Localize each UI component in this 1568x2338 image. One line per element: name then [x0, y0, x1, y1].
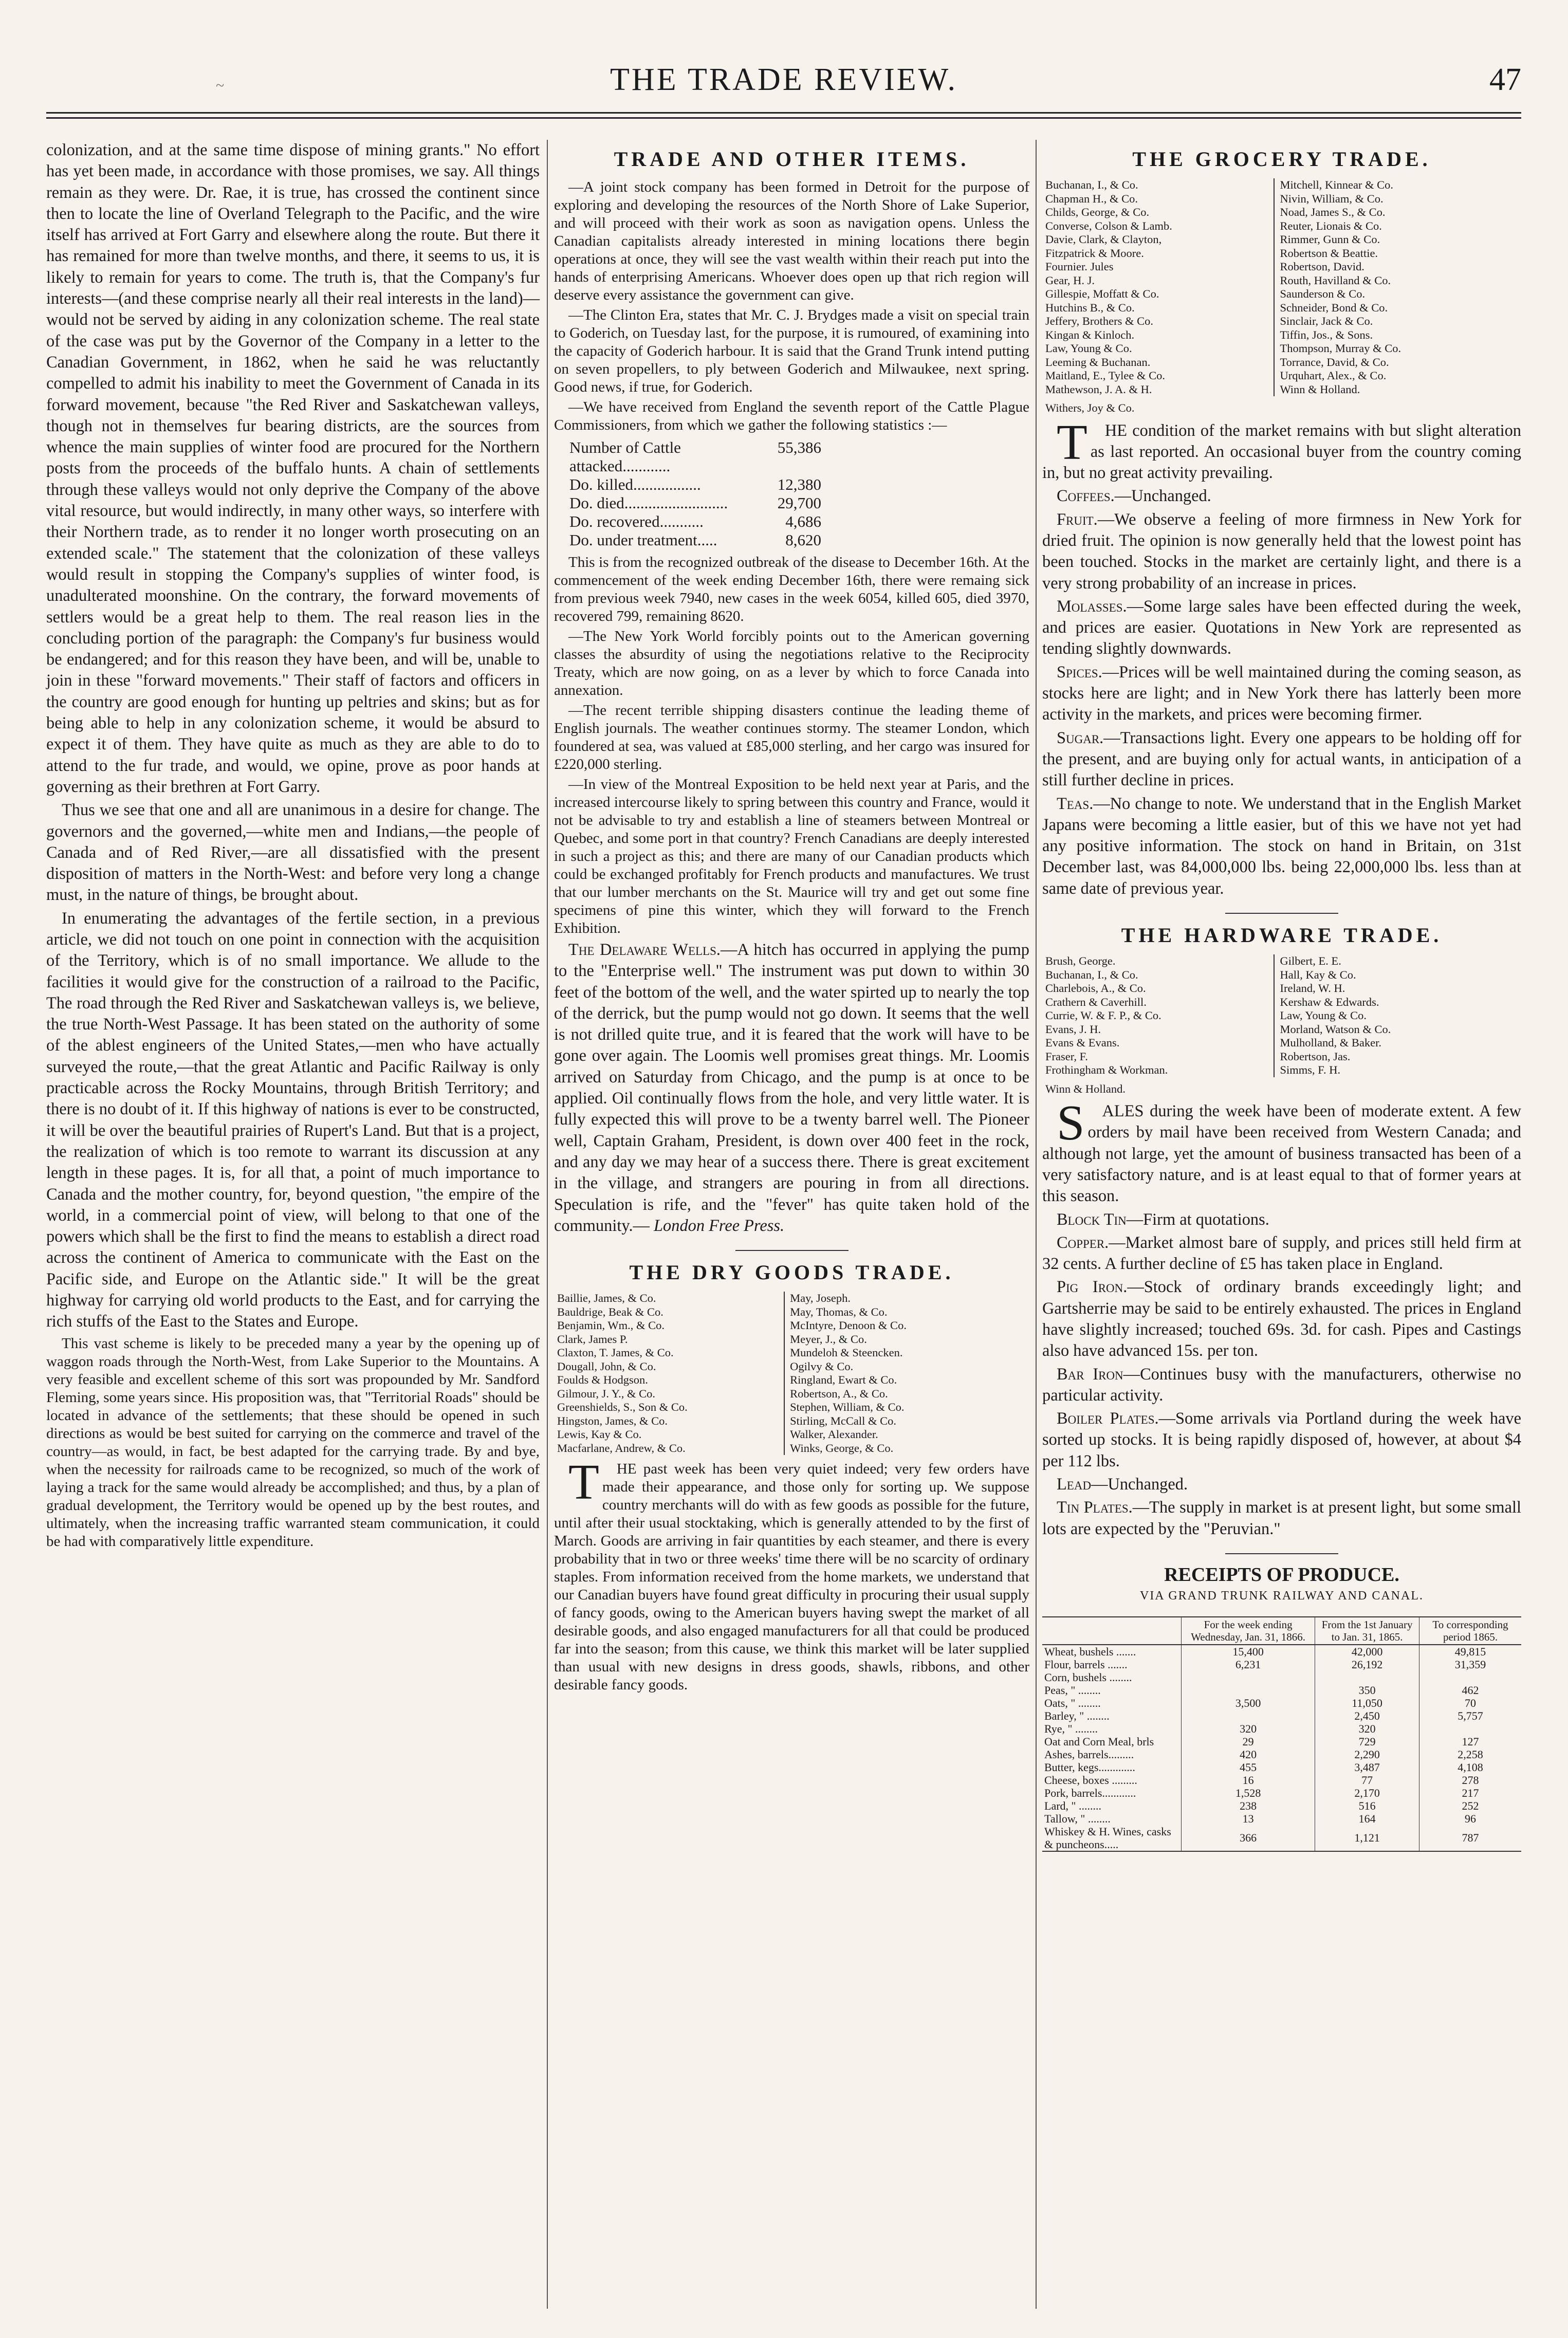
- table-cell: 787: [1419, 1825, 1521, 1851]
- market-item: [1042, 1209, 1521, 1230]
- dry-goods-report: T HE past week has been very quiet indeed; very few orders have made their appearance, and those only for sorting up. We suppose country merchants will do with as few goods as possible for the future, until after their usual stocktaking, which is generally attended to by the first of March. Goods are arriving in fair quantities by each steamer, and there is every probability that in two or three weeks' time there will be no scarcity of ordinary staples. From information received from the home markets, we understand that our Canadian buyers have found great difficulty in procuring their usual supply of fancy goods, owing to the American buyers having swept the market of all desirable goods, and also engaged manufacturers for all that could be produced far into the season; from this cause, we think this market will be later supplied than usual with new designs in dress goods, shawls, ribbons, and other desirable fancy goods.: [554, 1455, 1029, 1693]
- firm-name: Robertson, A., & Co.: [790, 1387, 888, 1400]
- dry-goods-firm-list: [557, 1292, 1029, 1455]
- firm-name: Stirling, McCall & Co.: [790, 1414, 896, 1427]
- column-3: [1042, 140, 1521, 1852]
- section-separator: [1225, 913, 1338, 914]
- market-item-text: —Market almost bare of supply, and prices still held firm at 32 cents. A further decline of £5 has taken place in England.: [1042, 1233, 1521, 1274]
- table-cell: Pork, barrels............: [1044, 1786, 1136, 1799]
- firm-name: Thompson, Murray & Co.: [1280, 342, 1401, 355]
- stat-row: Do. killed................. 12,380: [569, 475, 821, 493]
- market-item-label: Tin Plates.: [1057, 1498, 1133, 1517]
- column-1: [46, 140, 540, 1553]
- table-cell: [1315, 1671, 1419, 1684]
- firm-name: Hall, Kay & Co.: [1280, 968, 1356, 981]
- firm-name: Gillespie, Moffatt & Co.: [1045, 287, 1159, 300]
- firm-name: Noad, James S., & Co.: [1280, 206, 1386, 218]
- table-cell: Rye, " ........: [1044, 1722, 1098, 1735]
- table-row: [1042, 1748, 1521, 1761]
- section-title-dry-goods: THE DRY GOODS TRADE.: [629, 1261, 954, 1284]
- table-cell: 462: [1419, 1684, 1521, 1697]
- grocery-firm-footer: Withers, Joy & Co.: [1045, 401, 1135, 414]
- market-item-label: Pig Iron.: [1057, 1278, 1128, 1297]
- firm-name: Leeming & Buchanan.: [1045, 355, 1151, 369]
- firm-name: Stephen, William, & Co.: [790, 1401, 905, 1414]
- section-title-receipts: RECEIPTS OF PRODUCE.: [1164, 1563, 1399, 1586]
- market-item-text: —Unchanged.: [1091, 1475, 1188, 1494]
- firm-name: Claxton, T. James, & Co.: [557, 1346, 674, 1359]
- table-cell: 49,815: [1419, 1645, 1521, 1658]
- firm-name: Buchanan, I., & Co.: [1045, 968, 1138, 981]
- market-item-text: —Some arrivals via Portland during the week have sorted up stocks. It is being rapidly disposed of, however, at about $4 per 112 lbs.: [1042, 1409, 1521, 1470]
- table-cell: 1,121: [1315, 1825, 1419, 1851]
- firm-name: Robertson, David.: [1280, 260, 1364, 273]
- firm-name: Nivin, William, & Co.: [1280, 192, 1383, 205]
- market-item: [1042, 486, 1521, 507]
- table-row: [1042, 1799, 1521, 1812]
- grocery-items: [1042, 486, 1521, 899]
- header-rule-bottom: [46, 117, 1521, 119]
- firm-name: Benjamin, Wm., & Co.: [557, 1319, 665, 1332]
- section-title-grocery: THE GROCERY TRADE.: [1132, 148, 1431, 171]
- news-item: —The recent terrible shipping disasters continue the leading theme of English journals. The weather continues stormy. The steamer London, which foundered at sea, was valued at £85,000 sterling, and her cargo was insured for £220,000 sterling.: [554, 702, 1029, 772]
- firm-name: Sinclair, Jack & Co.: [1280, 315, 1373, 327]
- firm-name: Robertson, Jas.: [1280, 1050, 1351, 1063]
- table-cell: Oats, " ........: [1044, 1696, 1101, 1709]
- market-item: [1042, 1232, 1521, 1275]
- market-item-label: Copper.: [1057, 1233, 1109, 1252]
- firm-name: Mulholland, & Baker.: [1280, 1036, 1381, 1050]
- cattle-statistics: [569, 438, 1029, 549]
- firm-name: Kingan & Kinloch.: [1045, 328, 1135, 341]
- table-cell: Cheese, boxes .........: [1044, 1773, 1137, 1787]
- column-2: [554, 140, 1029, 1696]
- table-cell: 252: [1419, 1799, 1521, 1812]
- firm-name: Macfarlane, Andrew, & Co.: [557, 1441, 686, 1455]
- firm-name: Hingston, James, & Co.: [557, 1414, 668, 1427]
- news-item: This is from the recognized outbreak of the disease to December 16th. At the commencement of the week ending December 16th, there were remaing sick from previous week 7940, new cases in the week 6054, killed 605, died 3970, recovered 799, remaining 8620.: [554, 554, 1029, 624]
- table-cell: 2,290: [1315, 1748, 1419, 1761]
- table-header-row: [1042, 1617, 1521, 1645]
- table-cell: Butter, kegs.............: [1044, 1760, 1135, 1774]
- market-item-text: —Firm at quotations.: [1126, 1210, 1269, 1229]
- table-cell: 516: [1315, 1799, 1419, 1812]
- market-item: [1042, 1277, 1521, 1361]
- grocery-firm-list: [1045, 178, 1521, 396]
- firm-name: Jeffery, Brothers & Co.: [1045, 315, 1153, 327]
- table-row: [1042, 1671, 1521, 1684]
- market-item: [1042, 728, 1521, 791]
- firm-list-left: [557, 1292, 784, 1455]
- firm-name: Baillie, James, & Co.: [557, 1292, 656, 1305]
- news-item: —The New York World forcibly points out to the American governing classes the absurdity of using the negotiations relative to the Reciprocity Treaty, which are now going, on as a lever by which to force Canada into annexation.: [554, 628, 1029, 698]
- firm-name: Ogilvy & Co.: [790, 1359, 854, 1373]
- table-cell: Tallow, " ........: [1044, 1812, 1111, 1825]
- firm-name: Evans, J. H.: [1045, 1022, 1101, 1036]
- firm-name: Winks, George, & Co.: [790, 1441, 894, 1455]
- table-row: [1042, 1658, 1521, 1671]
- table-cell: 4,108: [1419, 1761, 1521, 1774]
- firm-name: Kershaw & Edwards.: [1280, 995, 1379, 1008]
- table-header-cell: From the 1st January to Jan. 31, 1865.: [1315, 1617, 1419, 1645]
- table-cell: 127: [1419, 1735, 1521, 1748]
- market-item: [1042, 1497, 1521, 1540]
- table-cell: Whiskey & H. Wines, casks & puncheons.....: [1042, 1825, 1182, 1851]
- firm-name: Tiffin, Jos., & Sons.: [1280, 328, 1373, 341]
- table-cell: 5,757: [1419, 1709, 1521, 1722]
- market-item-label: Sugar.: [1057, 728, 1104, 747]
- table-cell: 16: [1182, 1774, 1315, 1787]
- page-mark: ~: [216, 77, 225, 94]
- table-cell: 70: [1419, 1697, 1521, 1709]
- firm-name: Converse, Colson & Lamb.: [1045, 219, 1172, 232]
- table-cell: 217: [1419, 1787, 1521, 1799]
- table-cell: Barley, " ........: [1044, 1709, 1110, 1722]
- market-item: [1042, 509, 1521, 594]
- firm-name: Greenshields, S., Son & Co.: [557, 1401, 688, 1414]
- table-cell: 2,450: [1315, 1709, 1419, 1722]
- firm-name: Mathewson, J. A. & H.: [1045, 382, 1152, 396]
- market-item: [1042, 1364, 1521, 1407]
- news-item: —The Clinton Era, states that Mr. C. J. Brydges made a visit on special train to Goderich, on Tuesday last, for the purpose, it is rumoured, of examining into the capacity of Goderich harbour. It is said that the Grand Trunk intend putting on seven propellers, to ply between Goderich and Milwaukee, next spring. Good news, if true, for Goderich.: [554, 307, 1029, 395]
- table-cell: Corn, bushels ........: [1044, 1670, 1132, 1684]
- firm-name: Crathern & Caverhill.: [1045, 995, 1147, 1008]
- table-cell: 2,170: [1315, 1787, 1419, 1799]
- hardware-intro: S ALES during the week have been of moderate extent. A few orders by mail have been received from Western Canada; and although not large, yet the amount of business transacted has been of a very satisfactory nature, and is at least equal to that of former years at this season.: [1042, 1095, 1521, 1206]
- table-cell: [1419, 1671, 1521, 1684]
- grocery-intro: T HE condition of the market remains with but slight alteration as last reported. An occasional buyer from the country coming in, but no great activity prevailing.: [1042, 414, 1521, 483]
- market-item-text: —Transactions light. Every one appears to be holding off for the present, and are buying only for actual wants, in anticipation of a still further decline in prices.: [1042, 728, 1521, 790]
- table-row: [1042, 1735, 1521, 1748]
- firm-name: Reuter, Lionais & Co.: [1280, 219, 1382, 232]
- table-cell: [1182, 1671, 1315, 1684]
- table-header-cell: For the week ending Wednesday, Jan. 31, 1866.: [1182, 1617, 1315, 1645]
- market-item: [1042, 794, 1521, 899]
- section-separator: [1225, 1553, 1338, 1554]
- firm-name: Frothingham & Workman.: [1045, 1063, 1168, 1077]
- firm-name: Routh, Havilland & Co.: [1280, 273, 1391, 287]
- table-cell: 320: [1315, 1722, 1419, 1735]
- stat-row: Do. died.......................... 29,700: [569, 494, 821, 512]
- table-cell: 164: [1315, 1812, 1419, 1825]
- table-cell: Ashes, barrels.........: [1044, 1747, 1134, 1761]
- table-row: [1042, 1722, 1521, 1735]
- table-cell: 42,000: [1315, 1645, 1419, 1658]
- table-cell: 455: [1182, 1761, 1315, 1774]
- table-cell: 1,528: [1182, 1787, 1315, 1799]
- firm-list-left: [1045, 954, 1274, 1077]
- table-cell: 15,400: [1182, 1645, 1315, 1658]
- market-item: [1042, 662, 1521, 726]
- hardware-items: [1042, 1209, 1521, 1540]
- market-item-text: —Unchanged.: [1114, 487, 1211, 506]
- table-cell: 238: [1182, 1799, 1315, 1812]
- news-item-delaware-wells: The Delaware Wells.—A hitch has occurred in applying the pump to the "Enterprise well." The instrument was put down to within 30 feet of the bottom of the well, and the water spirted up to nearly the top of the derrick, but the pump would not go down. It seems that the well is not drilled quite true, and it is feared that the work will have to be gone over again. The Loomis well promises great things. Mr. Loomis arrived on Saturday from Chicago, and the pump is at once to be applied. Oil continually flows from the hole, and very little water. It is fully expected this will prove to be a twenty barrel well. The Pioneer well, Captain Graham, President, is down over 400 feet in the rock, and any day we may hear of a success there. There is great excitement in the village, and strangers are pouring in from all directions. Speculation is rife, and the "fever" has quite taken hold of the community.— London Free Press.: [554, 941, 1029, 1235]
- market-item-label: Bar Iron: [1057, 1365, 1123, 1384]
- table-cell: 31,359: [1419, 1658, 1521, 1671]
- firm-name: Gilbert, E. E.: [1280, 954, 1341, 968]
- firm-name: Brush, George.: [1045, 954, 1116, 968]
- firm-name: Law, Young & Co.: [1280, 1009, 1367, 1022]
- firm-name: Buchanan, I., & Co.: [1045, 178, 1138, 191]
- page-header: [46, 62, 1521, 103]
- page-number: 47: [1489, 62, 1521, 97]
- firm-name: Meyer, J., & Co.: [790, 1332, 867, 1346]
- firm-name: Ireland, W. H.: [1280, 982, 1345, 995]
- firm-name: Saunderson & Co.: [1280, 287, 1366, 300]
- table-row: [1042, 1825, 1521, 1851]
- table-cell: [1182, 1684, 1315, 1697]
- market-item-text: —Stock of ordinary brands exceedingly light; and Gartsherrie may be said to be entirely exhausted. The prices in England have slightly increased; touched 69s. 3d. for cash. Pipes and Castings also have advanced 15s. per ton.: [1042, 1278, 1521, 1360]
- table-body: [1042, 1645, 1521, 1851]
- page-title: THE TRADE REVIEW.: [610, 62, 957, 97]
- firm-name: May, Joseph.: [790, 1292, 851, 1305]
- table-row: [1042, 1761, 1521, 1774]
- table-cell: 320: [1182, 1722, 1315, 1735]
- market-item-text: —We observe a feeling of more firmness in New York for dried fruit. The opinion is now generally held that the lowest point has been touched. Stocks in the market are certainly light, and there is a very strong probability of an increase in prices.: [1042, 510, 1521, 593]
- market-item-label: Coffees.: [1057, 487, 1115, 506]
- firm-name: Winn & Holland.: [1280, 382, 1360, 396]
- section-title-hardware: THE HARDWARE TRADE.: [1121, 924, 1443, 947]
- market-item-text: —The supply in market is at present light, but some small lots are expected by the "Peruvian.": [1042, 1498, 1522, 1538]
- firm-name: Mundeloh & Steencken.: [790, 1346, 903, 1359]
- firm-name: McIntyre, Denoon & Co.: [790, 1319, 907, 1332]
- firm-name: Law, Young & Co.: [1045, 342, 1132, 355]
- firm-name: Lewis, Kay & Co.: [557, 1428, 642, 1441]
- firm-name: Schneider, Bond & Co.: [1280, 301, 1388, 314]
- table-cell: [1419, 1722, 1521, 1735]
- firm-name: Evans & Evans.: [1045, 1036, 1120, 1050]
- table-cell: Wheat, bushels .......: [1044, 1645, 1136, 1658]
- table-cell: 13: [1182, 1812, 1315, 1825]
- table-row: [1042, 1709, 1521, 1722]
- firm-name: Fitzpatrick & Moore.: [1045, 246, 1144, 260]
- table-header-cell: [1042, 1617, 1182, 1645]
- table-cell: 29: [1182, 1735, 1315, 1748]
- market-item-label: Molasses.: [1057, 597, 1127, 616]
- firm-name: Clark, James P.: [557, 1332, 628, 1346]
- table-cell: 3,487: [1315, 1761, 1419, 1774]
- market-item-label: Lead: [1057, 1475, 1092, 1494]
- table-cell: 350: [1315, 1684, 1419, 1697]
- firm-name: Davie, Clark, & Clayton,: [1045, 233, 1162, 246]
- news-item: —We have received from England the seventh report of the Cattle Plague Commissioners, from which we gather the following statistics :—: [554, 399, 1029, 433]
- table-row: [1042, 1812, 1521, 1825]
- table-cell: Lard, " ........: [1044, 1799, 1102, 1812]
- market-item-text: —Prices will be well maintained during the coming season, as stocks here are light; and in New York there has latterly been more activity in the markets, and prices were becoming firmer.: [1042, 662, 1521, 724]
- article-paragraph: In enumerating the advantages of the fertile section, in a previous article, we did not touch on one point in connection with the acquisition of the Territory, which is of no small importance. We allude to the facilities it would give for the construction of a railroad to the Pacific, The road through the Red River and Saskatchewan valleys is, we believe, the true North-West Passage. It has been stated on the authority of some of the ablest engineers of the United States,—men who have actually surveyed the route,—that the great Atlantic and Pacific Railway is only practicable across the Rocky Mountains, through British Territory; and there is no doubt of it. If this highway of nations is ever to be constructed, it will be over the beautiful prairies of Rupert's Land. But that is a project, the realization of which is too remote to warrant its discussion at any length in these pages. It is, for all that, a point of much importance to Canada and the mother country, for, beyond question, "the empire of the world, in a commercial point of view, will belong to that one of the powers which shall be the first to find the means to establish a direct road across the continent of America to communicate with the East on the Pacific side, and Europe on the Atlantic side." It will be the great highway for carrying old world products to the East, and for carrying the rich stuffs of the East to the States and Europe.: [46, 909, 540, 1331]
- stat-row: Do. recovered........... 4,686: [569, 512, 821, 530]
- header-rule-top: [46, 112, 1521, 114]
- news-item: —A joint stock company has been formed in Detroit for the purpose of exploring and developing the resources of the North Shore of Lake Superior, and will proceed with their work as soon as navigation opens. Unless the Canadian capitalists already interested in mining locations there begin operations at once, they will see the vast wealth within their reach put into the hands of enterprising Americans. Whoever does open up that rich region will deserve every assistance the government can give.: [554, 179, 1029, 303]
- stat-row: Do. under treatment..... 8,620: [569, 531, 821, 549]
- firm-name: Foulds & Hodgson.: [557, 1373, 648, 1387]
- article-paragraph: colonization, and at the same time dispose of mining grants." No effort has yet been made, in accordance with those promises, we say. All things remain as they were. Dr. Rae, it is true, has crossed the continent since then to locate the line of Overland Telegraph to the Pacific, and the wire itself has arrived at Fort Garry and elsewhere along the route. But there it has remained for more than twelve months, and there, it seems to us, it is likely to remain for years to come. The truth is, that the Company's fur interests—(and these comprise nearly all their real interests in the land)—would not be served by aiding in any colonization scheme. The real state of the case was put by the Governor of the Company in a letter to the Canadian Government, in 1862, when he said he was reluctantly compelled to admit his inability to meet the Government of Canada in its forward movement, because "the Red River and Saskatchewan valleys, though not in themselves fur bearing districts, are the sources from whence the main supplies of winter food are procured for the Northern posts from the proceeds of the buffalo hunts. A chain of settlements through these valleys would not only deprive the Company of the above vital resource, but would indirectly, in many other ways, so interfere with their Northern trade, as to render it no longer worth prosecuting on an extended scale." The statement that the colonization of these valleys would result in stopping the Company's supplies of winter food, is unadulterated moonshine. On the contrary, the forward movements of settlers would be a great help to them. The real reason lies in the concluding portion of the paragraph: the Company's fur business would be endangered; and for this reason they have been, and will be, unable to join in these "forward movements." Their staff of factors and officers in the country are good enough for hunting up peltries and skins; but as for being able to help in any colonization scheme, it would be absurd to expect it of them. They have quite as much as they are able to do to attend to the fur trade, and would, we opine, prove as poor hands at governing as their brethren at Fort Garry.: [46, 141, 540, 796]
- firm-name: Dougall, John, & Co.: [557, 1359, 656, 1373]
- firm-list-right: [1274, 178, 1508, 396]
- firm-name: Torrance, David, & Co.: [1280, 355, 1389, 369]
- column-divider-1: [547, 140, 548, 2309]
- firm-name: Currie, W. & F. P., & Co.: [1045, 1009, 1161, 1022]
- table-cell: 96: [1419, 1812, 1521, 1825]
- hardware-firm-footer: Winn & Holland.: [1045, 1082, 1126, 1095]
- market-item-text: —Some large sales have been effected during the week, and prices are easier. Quotations in New York are represented as tending slightly downwards.: [1042, 597, 1521, 658]
- firm-name: Walker, Alexander.: [790, 1428, 878, 1441]
- firm-name: Childs, George, & Co.: [1045, 206, 1150, 218]
- firm-name: Hutchins B., & Co.: [1045, 301, 1135, 314]
- firm-list-right: [1274, 954, 1508, 1077]
- market-item-label: Boiler Plates.: [1057, 1409, 1159, 1428]
- firm-name: Ringland, Ewart & Co.: [790, 1373, 897, 1387]
- firm-name: Morland, Watson & Co.: [1280, 1022, 1391, 1036]
- market-item-label: Block Tin: [1057, 1210, 1127, 1229]
- market-item-text: —Continues busy with the manufacturers, otherwise no particular activity.: [1042, 1365, 1522, 1405]
- table-cell: 77: [1315, 1774, 1419, 1787]
- article-paragraph: This vast scheme is likely to be preceded many a year by the opening up of waggon roads through the North-West, from Lake Superior to the Mountains. A very feasible and excellent scheme of this sort was propounded by Mr. Sandford Fleming, some years since. His proposition was, that "Territorial Roads" should be located in advance of the settlements; that these should be opened in such directions as would be best suited for carrying on the commerce and travel of the country—as would, in fact, be best adapted for the carrying trade. By and bye, when the necessity for railroads came to be recognized, so much of the work of laying a track for the same would already be accomplished; and thus, by a plan of gradual development, the Territory would be opened up by the best routes, and ultimately, when the increasing traffic warranted steam communication, it could be had with comparatively little expenditure.: [46, 1335, 540, 1550]
- firm-name: Fournier. Jules: [1045, 260, 1114, 273]
- firm-name: Rimmer, Gunn & Co.: [1280, 233, 1380, 246]
- receipts-table: [1042, 1616, 1521, 1852]
- table-cell: 6,231: [1182, 1658, 1315, 1671]
- firm-name: Bauldrige, Beak & Co.: [557, 1305, 663, 1318]
- table-cell: 11,050: [1315, 1697, 1419, 1709]
- table-cell: 729: [1315, 1735, 1419, 1748]
- market-item-label: Teas.: [1057, 794, 1094, 813]
- hardware-firm-list: [1045, 954, 1521, 1077]
- table-cell: 3,500: [1182, 1697, 1315, 1709]
- firm-name: Charlebois, A., & Co.: [1045, 982, 1146, 995]
- firm-name: Urquhart, Alex., & Co.: [1280, 369, 1387, 382]
- table-cell: 26,192: [1315, 1658, 1419, 1671]
- table-cell: 420: [1182, 1748, 1315, 1761]
- article-paragraph: Thus we see that one and all are unanimous in a desire for change. The governors and the governed,—white men and Indians,—the people of Canada and of Red River,—are all dissatisfied with the present disposition of matters in the North-West: and before very long a change must, in the nature of things, be brought about.: [46, 801, 540, 905]
- table-cell: 2,258: [1419, 1748, 1521, 1761]
- firm-name: Mitchell, Kinnear & Co.: [1280, 178, 1394, 191]
- table-row: [1042, 1697, 1521, 1709]
- table-row: [1042, 1684, 1521, 1697]
- market-item: [1042, 1408, 1521, 1472]
- stat-row: Number of Cattle attacked............ 55,386: [569, 438, 821, 475]
- column-divider-2: [1036, 140, 1037, 2309]
- table-row: [1042, 1645, 1521, 1658]
- firm-name: Fraser, F.: [1045, 1050, 1088, 1063]
- market-item-label: Spices.: [1057, 662, 1102, 682]
- firm-name: Gear, H. J.: [1045, 273, 1095, 287]
- firm-name: May, Thomas, & Co.: [790, 1305, 888, 1318]
- firm-name: Robertson & Beattie.: [1280, 246, 1378, 260]
- news-item: —In view of the Montreal Exposition to be held next year at Paris, and the increased intercourse likely to spring between this country and France, would it not be advisable to try and establish a line of steamers between Montreal or Quebec, and some port in that country? French Canadians are deeply interested in such a project as this; and there are many of our Canadian products which could be exchanged profitably for French products and manufactures. We trust that our lumber merchants on the St. Maurice will try and get out some fine specimens of pine this winter, which they will forward to the French Exhibition.: [554, 776, 1029, 936]
- section-title-trade-items: TRADE AND OTHER ITEMS.: [614, 148, 970, 171]
- firm-name: Simms, F. H.: [1280, 1063, 1341, 1077]
- table-cell: 278: [1419, 1774, 1521, 1787]
- firm-list-left: [1045, 178, 1274, 396]
- market-item-label: Fruit.: [1057, 510, 1098, 529]
- firm-name: Chapman H., & Co.: [1045, 192, 1138, 205]
- table-cell: 366: [1182, 1825, 1315, 1851]
- table-header-cell: To corresponding period 1865.: [1419, 1617, 1521, 1645]
- table-row: [1042, 1774, 1521, 1787]
- table-cell: Peas, " ........: [1044, 1683, 1101, 1697]
- receipts-subtitle: VIA GRAND TRUNK RAILWAY AND CANAL.: [1139, 1589, 1424, 1603]
- firm-list-right: [784, 1292, 1017, 1455]
- section-separator: [735, 1250, 848, 1251]
- table-cell: [1182, 1709, 1315, 1722]
- table-row: [1042, 1787, 1521, 1799]
- table-cell: Oat and Corn Meal, brls: [1044, 1735, 1154, 1748]
- market-item: [1042, 596, 1521, 660]
- firm-name: Maitland, E., Tylee & Co.: [1045, 369, 1165, 382]
- table-cell: Flour, barrels .......: [1044, 1658, 1128, 1671]
- market-item-text: —No change to note. We understand that in the English Market Japans were becoming a little easier, but of this we have not yet had any positive information. The stock on hand in Britain, on 31st December last, was 84,000,000 lbs. being 22,000,000 lbs. less than at same date of previous year.: [1042, 794, 1521, 898]
- firm-name: Gilmour, J. Y., & Co.: [557, 1387, 655, 1400]
- market-item: [1042, 1474, 1521, 1495]
